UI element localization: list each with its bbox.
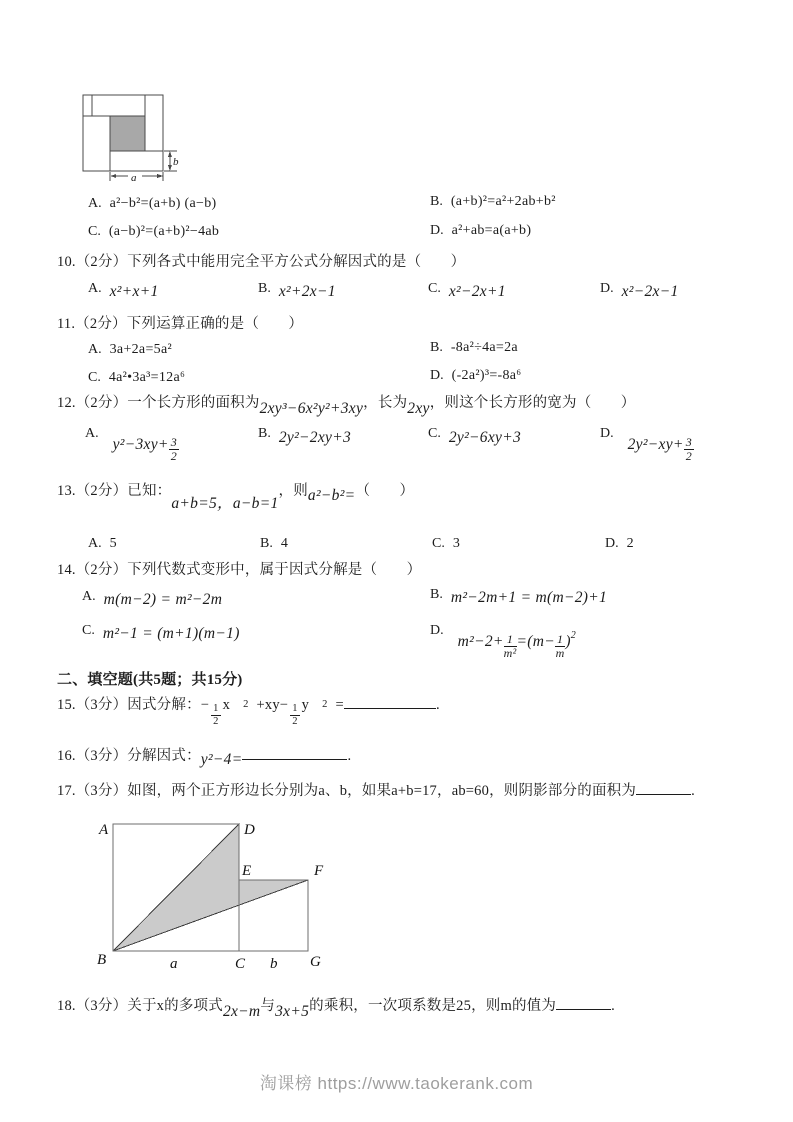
q18-period: .: [611, 998, 615, 1014]
q9-option-a: [88, 194, 217, 212]
option-expression: x²+x+1: [109, 283, 159, 300]
option-expression: x²+2x−1: [278, 283, 336, 300]
option-label: A.: [88, 342, 102, 357]
option-label: C.: [88, 224, 101, 239]
answer-blank: [556, 996, 611, 1010]
fraction-denominator: 2: [170, 449, 177, 464]
q14-option-c: [82, 621, 240, 642]
fraction-numerator: 3: [170, 435, 177, 449]
vertex-label-g: G: [310, 954, 321, 970]
q13-stem-mid: ，则: [278, 483, 308, 499]
site-footer: 淘课榜 https://www.taokerank.com: [259, 1074, 534, 1093]
q11-option-c: [88, 368, 185, 386]
fraction: [169, 436, 179, 463]
vertex-label-a: A: [99, 822, 109, 838]
q12-length-expression: 2xy: [407, 400, 430, 417]
q11-option-b: [430, 338, 518, 356]
q10-option-c: [428, 279, 506, 300]
q15-minus: −: [200, 697, 210, 713]
dim-a-arrowhead-right: [157, 174, 163, 178]
q12-area-expression: 2xy³−6x²y²+3xy: [259, 400, 364, 417]
option-label: D.: [600, 426, 614, 442]
answer-blank: [242, 746, 347, 760]
q18-stem-pre: 18.（3分）关于x的多项式: [57, 998, 223, 1014]
q15-variable-y: y: [301, 697, 310, 713]
fraction: [555, 633, 565, 660]
expression-prefix: 2y²−xy+: [627, 436, 684, 454]
q14-option-d: [430, 618, 577, 660]
option-label: B.: [260, 536, 273, 551]
dim-a-label: a: [131, 172, 137, 184]
fraction-denominator: m²: [503, 646, 517, 660]
fraction: [290, 703, 299, 727]
expression-middle: =(m−: [516, 633, 555, 650]
expression-close-paren: ): [565, 633, 571, 650]
q9-option-b: [430, 192, 556, 210]
q12-option-b: [258, 424, 351, 446]
option-expression: [457, 630, 577, 660]
option-label: A.: [85, 426, 99, 442]
option-expression: x²−2x+1: [448, 283, 506, 300]
fraction-numerator: 3: [685, 435, 692, 449]
q15-equals: =: [335, 697, 344, 713]
option-label: A.: [88, 281, 102, 296]
option-expression: (-2a²)³=-8a⁶: [451, 368, 522, 383]
option-expression: a²−b²=(a+b) (a−b): [109, 196, 217, 211]
option-expression: (a+b)²=a²+2ab+b²: [450, 194, 556, 209]
q18-expression-2: 3x+5: [275, 1003, 310, 1020]
option-expression: [112, 435, 179, 464]
option-value: 2: [626, 536, 634, 551]
fraction-denominator: 2: [685, 449, 692, 464]
option-value: 4: [280, 536, 289, 551]
q13-option-c: [432, 534, 460, 552]
option-expression: -8a²÷4a=2a: [450, 340, 518, 355]
answer-blank: [636, 781, 691, 795]
q14-option-a: [82, 587, 223, 608]
q11-stem: 11.（2分）下列运算正确的是（ ）: [57, 316, 304, 332]
option-label: B.: [258, 426, 271, 441]
shaded-center-square: [110, 116, 145, 151]
q17-period: .: [691, 783, 695, 799]
option-value: 5: [109, 536, 117, 551]
fraction-numerator: 1: [557, 631, 564, 646]
dim-b-label: b: [173, 156, 179, 168]
q10-option-d: [600, 279, 679, 300]
q18-stem-mid2: 的乘积，一次项系数是25，则m的值为: [309, 998, 557, 1014]
answer-blank: [344, 695, 436, 709]
side-label-b: b: [270, 956, 278, 972]
vertex-label-b: B: [97, 952, 107, 968]
q9-option-c: [88, 222, 219, 240]
q15-stem: [57, 693, 440, 728]
vertex-label-f: F: [314, 863, 324, 879]
q13-option-b: [260, 534, 288, 552]
expression-prefix: m²−2+: [457, 633, 504, 650]
q14-stem: 14.（2分）下列代数式变形中，属于因式分解是（ ）: [57, 562, 422, 578]
option-label: A.: [82, 589, 96, 604]
fraction: [504, 633, 517, 660]
q18-expression-1: 2x−m: [222, 1003, 261, 1020]
q15-middle: +xy−: [256, 697, 289, 713]
q13-target-expression: a²−b²=: [307, 487, 356, 504]
q10-stem: 10.（2分）下列各式中能用完全平方公式分解因式的是（ ）: [57, 254, 466, 270]
q18-stem: [57, 994, 615, 1020]
q12-option-c: [428, 424, 521, 446]
option-expression: 2y²−2xy+3: [278, 429, 351, 446]
option-value: 3: [452, 536, 461, 551]
option-label: D.: [430, 623, 444, 638]
fraction: [684, 436, 694, 463]
squares-figure: [78, 812, 340, 987]
option-label: D.: [605, 536, 619, 551]
option-label: C.: [82, 623, 95, 638]
option-expression: m²−1 = (m+1)(m−1): [102, 625, 240, 642]
dim-b-arrowhead-up: [168, 151, 172, 157]
q16-expression: y²−4=: [200, 751, 243, 768]
expression-prefix: y²−3xy+: [112, 436, 169, 454]
option-expression: 3a+2a=5a²: [109, 342, 172, 357]
option-label: D.: [430, 223, 444, 238]
option-label: A.: [88, 196, 102, 211]
dim-b-arrowhead-down: [168, 165, 172, 171]
vertex-label-d: D: [244, 822, 255, 838]
q18-stem-mid1: 与: [260, 998, 276, 1014]
q15-exponent: 2: [322, 699, 328, 710]
shaded-region: [113, 824, 308, 951]
fraction-numerator: 1: [213, 703, 219, 715]
option-label: B.: [258, 281, 271, 296]
q12-stem: [57, 391, 636, 417]
option-label: C.: [428, 426, 441, 441]
q13-answer-paren: （ ）: [355, 483, 415, 499]
q13-option-a: [88, 534, 117, 552]
option-expression: a²+ab=a(a+b): [451, 223, 532, 238]
q9-option-d: [430, 221, 531, 239]
q17-stem-text: 17.（3分）如图，两个正方形边长分别为a、b，如果a+b=17，ab=60，则阴影部分的面积为: [57, 783, 637, 799]
q12-stem-mid: ，长为: [363, 395, 408, 411]
pinwheel-figure: [78, 90, 190, 186]
option-expression: (a−b)²=(a+b)²−4ab: [108, 224, 220, 239]
q11-option-d: [430, 366, 521, 384]
dim-a-arrowhead-left: [110, 174, 116, 178]
q16-stem-pre: 16.（3分）分解因式：: [57, 748, 201, 764]
fraction-denominator: m: [555, 646, 565, 660]
q10-option-b: [258, 279, 336, 300]
q12-option-a: [85, 424, 179, 464]
option-label: D.: [600, 281, 614, 296]
section-2-header: 二、填空题(共5题；共15分): [57, 672, 243, 688]
option-label: B.: [430, 587, 443, 602]
q12-stem-post: ，则这个长方形的宽为（ ）: [429, 395, 636, 411]
option-label: B.: [430, 194, 443, 209]
q15-exponent: 2: [243, 699, 249, 710]
option-label: A.: [88, 536, 102, 551]
option-label: C.: [88, 370, 101, 385]
fraction-denominator: 2: [292, 716, 298, 727]
q12-option-d: [600, 424, 694, 464]
q10-option-a: [88, 279, 159, 300]
q14-option-b: [430, 585, 608, 606]
q16-period: .: [347, 748, 352, 764]
fraction-numerator: 1: [504, 633, 517, 647]
q16-stem: [57, 744, 352, 768]
option-expression: m(m−2) = m²−2m: [103, 591, 223, 608]
q13-stem-pre: 13.（2分）已知：: [57, 483, 172, 499]
option-label: C.: [428, 281, 441, 296]
option-expression: m²−2m+1 = m(m−2)+1: [450, 589, 608, 606]
q13-stem: [57, 478, 415, 512]
option-expression: 4a²•3a³=12a⁶: [108, 370, 186, 385]
option-expression: 2y²−6xy+3: [448, 429, 521, 446]
expression-superscript: 2: [570, 630, 577, 641]
q15-variable-x: x: [222, 697, 231, 713]
fraction-denominator: 2: [213, 716, 219, 727]
option-expression: x²−2x−1: [621, 283, 679, 300]
option-label: B.: [430, 340, 443, 355]
fraction: [211, 703, 220, 727]
option-label: C.: [432, 536, 445, 551]
q12-stem-pre: 12.（2分）一个长方形的面积为: [57, 395, 260, 411]
q17-stem: [57, 779, 695, 800]
q13-option-d: [605, 534, 634, 552]
vertex-label-e: E: [242, 863, 252, 879]
option-label: D.: [430, 368, 444, 383]
q15-stem-pre: 15.（3分）因式分解：: [57, 697, 201, 713]
vertex-label-c: C: [235, 956, 246, 972]
q15-period: .: [435, 697, 440, 713]
fraction-numerator: 1: [292, 703, 298, 715]
q13-given-expression: a+b=5，a−b=1: [171, 495, 279, 512]
option-expression: [627, 435, 694, 464]
side-label-a: a: [170, 956, 178, 972]
q11-option-a: [88, 340, 172, 358]
